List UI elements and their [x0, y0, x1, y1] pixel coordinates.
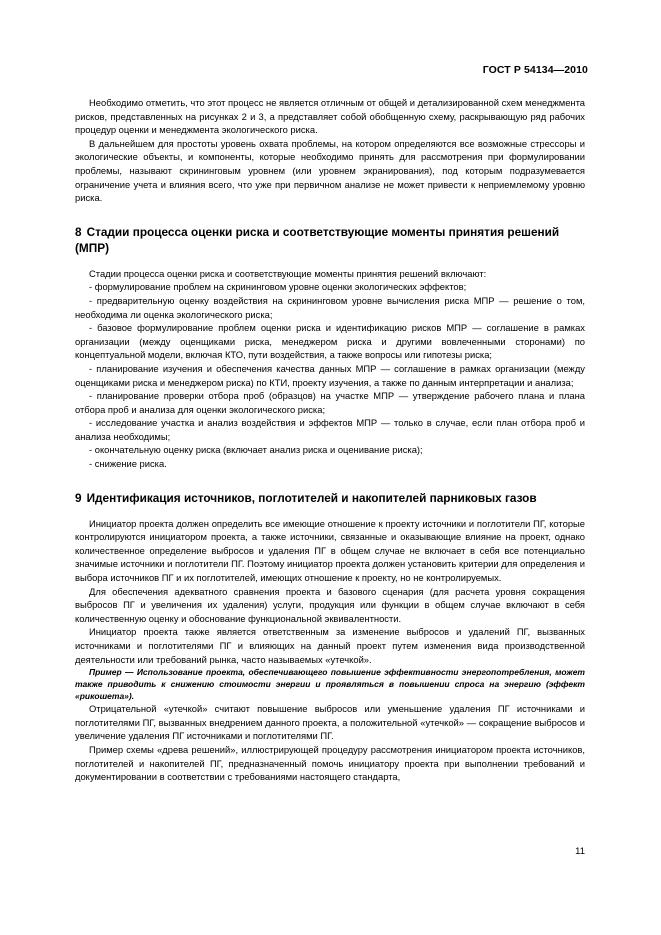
- list-item: - предварительную оценку воздействия на скрининговом уровне вычисления риска МПР — решение о том, необходима ли оценка экологического риска;: [75, 294, 585, 320]
- section-9-paragraph-1: Инициатор проекта должен определить все имеющие отношение к проекту источники и поглотители ПГ, которые контролируются инициатором проекта, а также источники, связанные и оказывающие влияние на проект, однако количественное определение выбросов и удаления ПГ в общем случае не включает в себя все потенциально значимые источники и поглотители ПГ. Поэтому инициатор проекта должен установить критерии для определения и выбора источников ПГ и их поглотителей, имеющих отношение к проекту, но не контролируемых.: [75, 517, 585, 584]
- page-content: [75, 96, 585, 784]
- section-9-paragraph-3: Инициатор проекта также является ответственным за изменение выбросов и удалений ПГ, вызванных источниками и поглотителями ПГ и влияющих на данный проект путем изменения вида производственной деятельности или требований рынка, часто называемых «утечкой».: [75, 626, 585, 665]
- example-note: Пример — Использование проекта, обеспечивающего повышение эффективности энергопотребления, может также приводить к снижению стоимости энергии и проявляться в повышении спроса на энергию (эффект «рикошета»).: [75, 667, 585, 702]
- page-number: 11: [575, 846, 585, 857]
- list-item: - снижение риска.: [89, 458, 167, 470]
- section-8-title: Стадии процесса оценки риска и соответствующие моменты принятия решений (МПР): [75, 224, 560, 255]
- standard-header: ГОСТ Р 54134—2010: [482, 64, 588, 76]
- section-8-lead: Стадии процесса оценки риска и соответствующие моменты принятия решений включают:: [89, 267, 487, 279]
- list-item: - планирование изучения и обеспечения качества данных МПР — соглашение в рамках организации (между оценщиками риска и менеджером риска) по КТИ, проекту изучения, а также по данным интерпретации и анализа;: [75, 362, 585, 388]
- section-9-number: 9: [75, 490, 82, 505]
- list-item: - исследование участка и анализ воздействия и эффектов МПР — только в случае, если план отбора проб и анализа необходимы;: [75, 417, 585, 442]
- intro-paragraph-2: В дальнейшем для простоты уровень охвата проблемы, на котором определяются все возможные стрессоры и экологические объекты, и компоненты, которые необходимо принять для рассмотрения при формулировании проблемы, называют скрининговым уровнем (или уровнем экранирования), под которым подразумевается ограничение учета и влияния всего, что уже при первичном анализе не может привести к неприемлемому уровню риска.: [75, 137, 585, 204]
- list-item: - планирование проверки отбора проб (образцов) на участке МПР — утверждение рабочего плана и плана отбора проб и анализа для оценки экологического риска;: [75, 390, 585, 415]
- section-9-paragraph-2: Для обеспечения адекватного сравнения проекта и базового сценария (для расчета уровня сокращения выбросов ПГ и увеличения их удаления) услуги, продукция или функции в общем случае включают в себя количественную оценку и обоснование функциональной эквивалентности.: [75, 585, 585, 624]
- list-item: - базовое формулирование проблем оценки риска и идентификацию рисков МПР — соглашение в рамках организации (между оценщиками риска, менеджером риска и другими вовлеченными сторонами) по концептуальной модели, включая КТО, пути воздействия, а также вопросы или гипотезы риска;: [75, 322, 585, 361]
- list-item: - окончательную оценку риска (включает анализ риска и оценивание риска);: [89, 444, 423, 456]
- section-9-title: Идентификация источников, поглотителей и накопителей парниковых газов: [86, 490, 537, 505]
- list-item: - формулирование проблем на скрининговом уровне оценки экологических эффектов;: [89, 281, 467, 293]
- section-8-heading: [75, 224, 585, 256]
- section-9-paragraph-4: Отрицательной «утечкой» считают повышение выбросов или уменьшение удаления ПГ источниками и поглотителями ПГ, вызванных внедрением данного проекта, а положительной «утечкой» — сокращение выбросов и увеличение удаления ПГ источниками и поглотителями ПГ.: [75, 703, 585, 742]
- section-8-number: 8: [75, 224, 82, 239]
- section-9-heading: [75, 490, 585, 506]
- section-9-paragraph-5: Пример схемы «древа решений», иллюстрирующей процедуру рассмотрения инициатором проекта источников, поглотителей и накопителей ПГ, предназначенный помочь инициатору проекта при выполнении требований и документировании в соответствии с требованиями настоящего стандарта,: [75, 743, 585, 783]
- intro-paragraph-1: Необходимо отметить, что этот процесс не является отличным от общей и детализированной схем менеджмента рисков, представленных на рисунках 2 и 3, а представляет собой обобщенную схему, раскрывающую ряд рабочих процедур оценки и менеджмента экологического риска.: [75, 97, 585, 136]
